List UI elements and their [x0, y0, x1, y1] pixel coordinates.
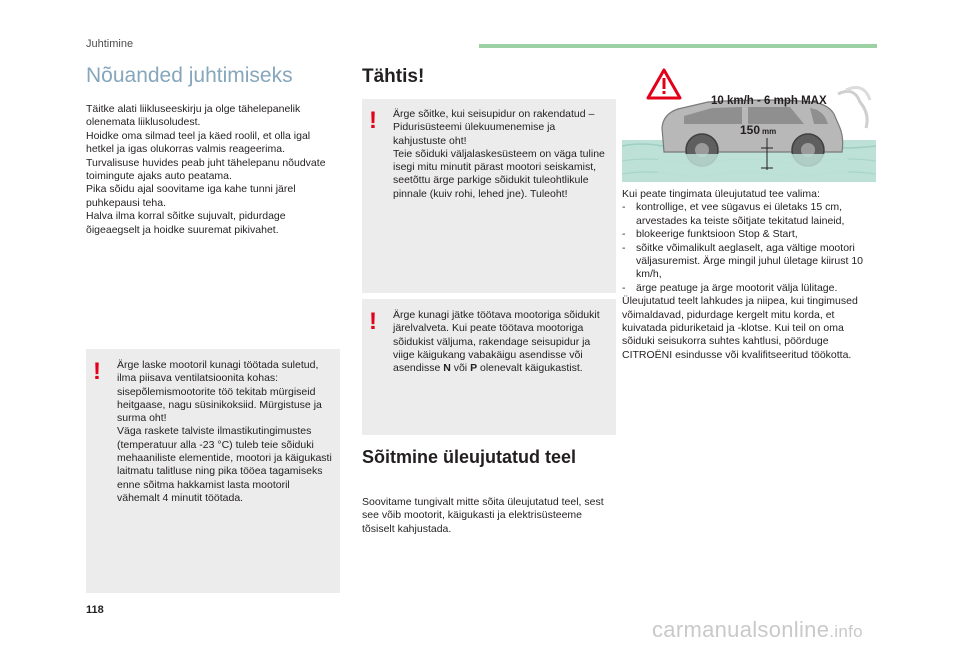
warning-text: Ärge kunagi jätke töötava mootoriga sõidukit järelvalveta. Kui peate töötava mootoriga sõidukist väljuma, rakendage seisupidur ja viige käigukang vabakäigu asendisse või asendisse N või P olenevalt käigukastist. [393, 309, 600, 375]
warning-paragraph: Ärge laske mootoril kunagi töötada suletud, ilma piisava ventilatsioonita kohas: sisepõlemismootorite töö tekitab mürgiseid heitgaase, nagu süsinikoksiid. Mürgistuse ja surma oht! [117, 359, 322, 425]
warning-paragraph: Ärge sõitke, kui seisupidur on rakendatud – Pidurisüsteemi ülekuumenemise ja kahjustuste oht! [393, 108, 595, 147]
unattended-vehicle-warning-box [362, 299, 616, 435]
depth-unit: mm [762, 127, 777, 136]
important-heading: Tähtis! [362, 66, 425, 87]
exclamation-icon: ! [369, 308, 377, 335]
flooded-road-illustration [622, 66, 876, 182]
list-item: - kontrollige, et vee sügavus ei ületaks 15 cm, arvestades ka teiste sõitjate tekitatud laineid, [622, 201, 845, 227]
warning-text [393, 108, 608, 201]
driving-advice-text [86, 103, 338, 237]
warning-paragraph: Teie sõiduki väljalaskesüsteem on väga tuline isegi mitu minutit pärast mootori seiskamist, seetõttu ärge parkige sõidukit tuleohtlikule pinnale (kuiv rohi, lehed jne). Tuleoht! [393, 147, 605, 200]
parking-brake-warning-box [362, 99, 616, 293]
exclamation-icon: ! [93, 358, 101, 385]
exclamation-icon: ! [369, 107, 377, 134]
flooded-road-text: Soovitame tungivalt mitte sõita üleujutatud teel, sest see võib mootorit, käigukasti ja elektrisüsteeme tõsiselt kahjustada. [362, 496, 604, 535]
gear-n-label: N [443, 362, 451, 375]
motion-lines [838, 91, 867, 128]
engine-warning-box [86, 349, 340, 593]
warning-text [117, 359, 332, 505]
advice-paragraph: Halva ilma korral sõitke sujuvalt, pidurdage õigeaegselt ja hoidke suuremat pikivahet. [86, 210, 286, 236]
instructions-intro: Kui peate tingimata üleujutatud tee valima: [622, 188, 820, 200]
list-item: - sõitke võimalikult aeglaselt, aga vältige mootori väljasuremist. Ärge mingil juhul ületage kiirust 10 km/h, [622, 241, 864, 281]
speed-limit-label: 10 km/h - 6 mph MAX [711, 95, 827, 107]
advice-paragraph: Täitke alati liikluseeskirju ja olge tähelepanelik olenemata liiklusoludest. [86, 103, 301, 129]
page-number: 118 [86, 604, 104, 616]
page-title: Nõuanded juhtimiseks [86, 64, 293, 87]
flooded-road-instructions [622, 188, 878, 362]
instructions-outro: Üleujutatud teelt lahkudes ja niipea, kui tingimused võimaldavad, pidurdage kergelt mitu korda, et kuivatada piduriketaid ja -klotse. Kui teil on oma sõiduki seisukorra suhtes kahtlusi, pöörduge CITROËNI esindusse või kvalifitseeritud töökotta. [622, 295, 858, 361]
warning-paragraph: Väga raskete talviste ilmastikutingimustes (temperatuur alla -23 °C) tuleb teie sõiduki mehaaniliste elementide, mootori ja käigukasti laitmatu talitluse ning pika tööea tagamiseks enne sõitma hakkamist lasta mootoril vähemalt 4 minutit töötada. [117, 425, 332, 504]
list-item: - blokeerige funktsioon Stop & Start, [622, 228, 798, 241]
list-item: - ärge peatuge ja ärge mootorit välja lülitage. [622, 281, 838, 294]
advice-paragraph: Hoidke oma silmad teel ja käed roolil, et olla igal hetkel ja igas olukorras valmis reageerima. Turvalisuse huvides peab juht tähelepanu nõudvate toimingute ajaks auto peatama. [86, 129, 326, 183]
advice-paragraph: Pika sõidu ajal soovitame iga kahe tunni järel puhkepausi teha. [86, 183, 296, 209]
flooded-road-heading: Sõitmine üleujutatud teel [362, 447, 577, 467]
depth-value: 150 [740, 123, 761, 137]
watermark: carmanualsonline.info [652, 617, 863, 642]
gear-p-label: P [470, 362, 478, 375]
section-label: Juhtimine [86, 38, 134, 50]
section-accent-bar [479, 44, 877, 48]
